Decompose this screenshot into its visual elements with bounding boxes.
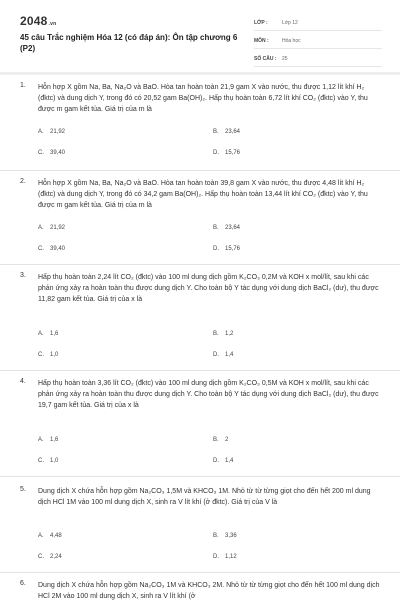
option-value: 21,92 — [50, 129, 66, 135]
option-label: B. — [213, 533, 219, 539]
option-b[interactable] — [213, 437, 228, 443]
option-label: A. — [38, 437, 44, 443]
option-value: 39,40 — [50, 150, 66, 156]
meta-class-label: LỚP : — [254, 20, 268, 26]
option-value: 1,4 — [225, 352, 234, 358]
question-number: 3. — [20, 272, 26, 279]
option-value: 21,92 — [50, 225, 66, 231]
document-header — [0, 0, 400, 78]
meta-count-label: SỐ CÂU : — [254, 56, 277, 62]
option-value: 1,4 — [225, 458, 234, 464]
meta-subject-row — [254, 34, 382, 49]
meta-subject-label: MÔN : — [254, 38, 269, 44]
question-divider — [0, 370, 400, 371]
question-number: 5. — [20, 486, 26, 493]
option-label: A. — [38, 225, 44, 231]
option-label: D. — [213, 246, 219, 252]
question-divider — [0, 170, 400, 171]
option-a[interactable] — [38, 437, 58, 443]
option-d[interactable] — [213, 352, 233, 358]
option-d[interactable] — [213, 458, 233, 464]
option-value: 1,2 — [225, 331, 234, 337]
option-c[interactable] — [38, 554, 62, 560]
meta-subject-value: Hóa học — [282, 38, 301, 44]
option-value: 1,12 — [225, 554, 237, 560]
option-label: A. — [38, 533, 44, 539]
question-divider — [0, 264, 400, 265]
option-value: 1,6 — [50, 331, 59, 337]
option-b[interactable] — [213, 331, 233, 337]
option-a[interactable] — [38, 225, 65, 231]
page-title: 45 câu Trắc nghiệm Hóa 12 (có đáp án): Ôn tập chương 6 (P2) — [20, 33, 238, 53]
option-value: 3,36 — [225, 533, 237, 539]
option-label: C. — [38, 554, 44, 560]
option-a[interactable] — [38, 129, 65, 135]
option-value: 39,40 — [50, 246, 66, 252]
logo-text: 2048 — [20, 14, 48, 28]
option-value: 4,48 — [50, 533, 62, 539]
question-number: 1. — [20, 82, 26, 89]
question-number: 2. — [20, 178, 26, 185]
question-divider — [0, 572, 400, 573]
meta-panel — [254, 16, 382, 70]
question-text: Hỗn hợp X gồm Na, Ba, Na₂O và BaO. Hòa tan hoàn toàn 21,9 gam X vào nước, thu được 1,12 lít khí H₂ (đktc) và dung dịch Y, trong đó có 20,52 gam Ba(OH)₂. Hấp thụ hoàn toàn 6,72 lít khí CO₂ (đktc) vào Y, thu được m gam kết tủa. Giá trị của m là — [38, 84, 368, 113]
meta-count-row — [254, 52, 382, 67]
option-c[interactable] — [38, 246, 65, 252]
question-text: Hấp thụ hoàn toàn 3,36 lít CO₂ (đktc) vào 100 ml dung dịch gồm K₂CO₃ 0,5M và KOH x mol/lít, sau khi các phản ứng xảy ra hoàn toàn thu được dung dịch Y. Cho toàn bộ Y tác dụng với dung dịch BaCl₂ (dư), thu được 19,7 gam kết tủa. Giá trị của x là — [38, 380, 379, 409]
option-label: D. — [213, 150, 219, 156]
option-d[interactable] — [213, 246, 240, 252]
option-label: D. — [213, 352, 219, 358]
option-label: A. — [38, 331, 44, 337]
option-value: 2 — [225, 437, 229, 443]
question-text: Dung dịch X chứa hỗn hợp gồm Na₂CO₃ 1,5M và KHCO₃ 1M. Nhỏ từ từ từng giọt cho đến hết 200 ml dung dịch HCl 1M vào 100 ml dung dịch X, sinh ra V lít khí (ở đktc). Giá trị của V là — [38, 488, 371, 506]
option-value: 23,64 — [225, 225, 241, 231]
header-divider — [0, 72, 400, 75]
option-b[interactable] — [213, 533, 237, 539]
question-text: Dung dịch X chứa hỗn hợp gồm Na₂CO₃ 1M và KHCO₃ 2M. Nhỏ từ từ từng giọt cho đến hết 100 ml dung dịch HCl 2M vào 100 ml dung dịch X, sinh ra V lít khí (ở — [38, 582, 380, 600]
option-value: 2,24 — [50, 554, 62, 560]
option-c[interactable] — [38, 458, 58, 464]
question-number: 6. — [20, 580, 26, 587]
option-d[interactable] — [213, 554, 237, 560]
option-c[interactable] — [38, 352, 58, 358]
option-label: C. — [38, 246, 44, 252]
question-text: Hỗn hợp X gồm Na, Ba, Na₂O và BaO. Hòa tan hoàn toàn 39,8 gam X vào nước, thu được 4,48 lít khí H₂ (đktc) và dung dịch Y, trong đó có 34,2 gam Ba(OH)₂. Hấp thụ hoàn toàn 13,44 lít khí CO₂ (đktc) vào Y, thu được m gam kết tủa. Giá trị của m là — [38, 180, 368, 209]
option-value: 1,0 — [50, 458, 59, 464]
option-value: 15,76 — [225, 246, 241, 252]
option-value: 1,0 — [50, 352, 59, 358]
option-b[interactable] — [213, 129, 240, 135]
option-d[interactable] — [213, 150, 240, 156]
option-label: C. — [38, 352, 44, 358]
option-value: 1,6 — [50, 437, 59, 443]
meta-class-value: Lớp 12 — [282, 20, 298, 26]
question-number: 4. — [20, 378, 26, 385]
option-label: B. — [213, 129, 219, 135]
option-label: D. — [213, 458, 219, 464]
option-value: 15,76 — [225, 150, 241, 156]
question-divider — [0, 476, 400, 477]
option-label: A. — [38, 129, 44, 135]
logo-suffix: .vn — [48, 21, 57, 27]
question-text: Hấp thụ hoàn toàn 2,24 lít CO₂ (đktc) vào 100 ml dung dịch gồm K₂CO₃ 0,2M và KOH x mol/lít, sau khi các phản ứng xảy ra hoàn toàn thu được dung dịch Y. Cho toàn bộ Y tác dụng với dung dịch BaCl₂ (dư), thu được 11,82 gam kết tủa. Giá trị của x là — [38, 274, 379, 303]
option-label: B. — [213, 225, 219, 231]
option-label: D. — [213, 554, 219, 560]
meta-class-row — [254, 16, 382, 31]
site-logo[interactable] — [20, 14, 56, 28]
option-a[interactable] — [38, 533, 62, 539]
option-value: 23,64 — [225, 129, 241, 135]
option-label: C. — [38, 150, 44, 156]
option-label: B. — [213, 437, 219, 443]
option-b[interactable] — [213, 225, 240, 231]
meta-count-value: 25 — [282, 56, 288, 62]
option-label: B. — [213, 331, 219, 337]
option-a[interactable] — [38, 331, 58, 337]
option-c[interactable] — [38, 150, 65, 156]
option-label: C. — [38, 458, 44, 464]
